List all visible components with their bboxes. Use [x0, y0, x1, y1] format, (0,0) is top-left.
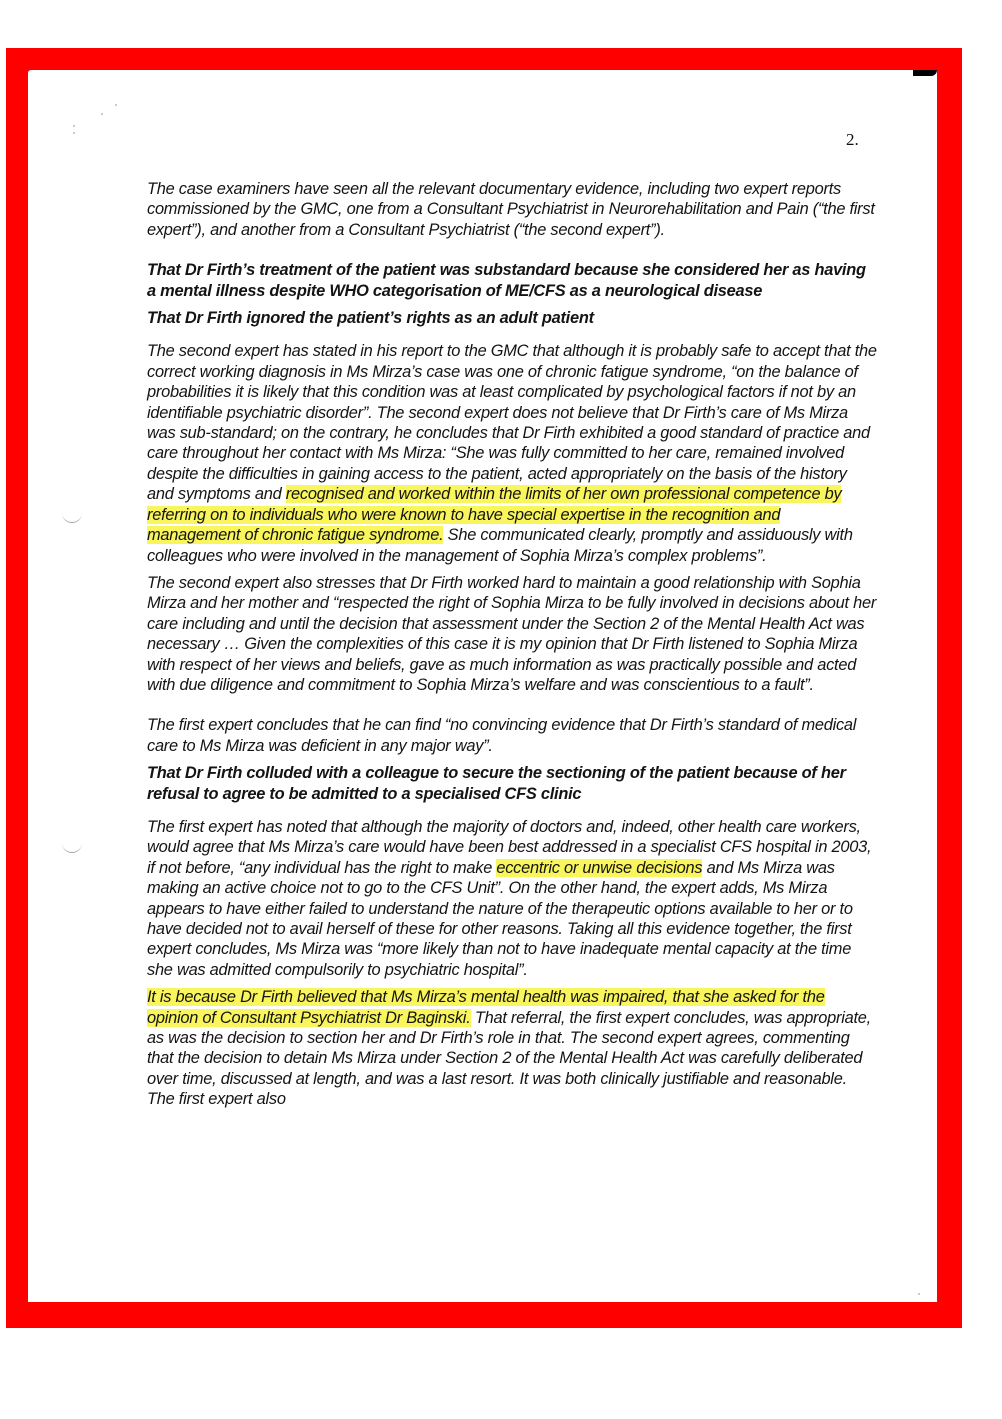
- first-expert-conclusion-paragraph: The first expert concludes that he can find “no convincing evidence that Dr Firth’s standard of medical care to Ms Mirza was deficient in any major way”.: [147, 716, 857, 755]
- paragraph-text: That referral, the first expert concludes, was appropriate, as was the decision to section her and Dr Firth’s role in that. The second expert agrees, commenting that the decision to detain Ms Mirza under Section 2 of the Mental Health Act was carefully deliberated over time, discussed at length, and was a last resort. It was both clinically justifiable and reasonable. The first expert also: [147, 1008, 871, 1109]
- allegation-heading-collusion: That Dr Firth colluded with a colleague to secure the sectioning of the patient because of her refusal to agree to be admitted to a specialised CFS clinic: [147, 764, 846, 803]
- second-expert-relationship-paragraph: The second expert also stresses that Dr Firth worked hard to maintain a good relationship with Sophia Mirza and her mother and “respected the right of Sophia Mirza to be fully involved in decisions about her care including and until the decision that assessment under the Section 2 of the Mental Health Act was necessary … Given the complexities of this case it is my opinion that Dr Firth listened to Sophia Mirza with respect of her views and beliefs, gave as much information as was practically possible and acted with due diligence and commitment to Sophia Mirza’s welfare and was conscientious to a fault”.: [147, 573, 877, 694]
- highlighted-text: It is because Dr Firth believed that Ms Mirza’s mental health was impaired, that she asked for the opinion of Consultant Psychiatrist Dr Baginski.: [147, 988, 825, 1027]
- allegation-heading-adult-rights: That Dr Firth ignored the patient’s rights as an adult patient: [147, 309, 594, 328]
- scan-speck: [73, 132, 75, 134]
- second-expert-paragraph: [147, 341, 877, 565]
- scan-speck: [101, 113, 103, 115]
- scan-speck: [115, 104, 117, 106]
- document-body: [147, 179, 877, 1110]
- paragraph-text: The first expert has noted that although the majority of doctors and, indeed, other health care workers, would agree that Ms Mirza’s care would have been best addressed in a specialist CFS hospital in 2003, if not before, “any individual has the right to make: [147, 817, 872, 877]
- scan-corner-mark: [913, 70, 937, 76]
- page-number: 2.: [846, 130, 859, 149]
- paragraph-text: She communicated clearly, promptly and assiduously with colleagues who were involved in the management of Sophia Mirza’s complex problems”.: [147, 526, 853, 565]
- referral-paragraph: [147, 987, 877, 1109]
- scan-speck: [918, 1293, 920, 1295]
- paragraph-text: and Ms Mirza was making an active choice not to go to the CFS Unit”. On the other hand, the expert adds, Ms Mirza appears to have either failed to understand the nature of the therapeutic options available to her or to have decided not to avail herself of these for other reasons. Taking all this evidence together, the first expert concludes, Ms Mirza was “more likely than not to have inadequate mental capacity at the time she was admitted compulsorily to psychiatric hospital”.: [147, 858, 853, 979]
- highlighted-text: recognised and worked within the limits of her own professional competence by referring on to individuals who were known to have special expertise in the recognition and management of chronic fatigue syndrome.: [147, 485, 842, 545]
- first-expert-capacity-paragraph: [147, 817, 877, 980]
- highlighted-text: eccentric or unwise decisions: [496, 858, 703, 877]
- scan-speck: [73, 125, 75, 127]
- intro-paragraph: The case examiners have seen all the relevant documentary evidence, including two expert reports commissioned by the GMC, one from a Consultant Psychiatrist in Neurorehabilitation and Pain (“the first expert”), and another from a Consultant Psychiatrist (“the second expert”).: [147, 180, 875, 239]
- paragraph-text: The second expert has stated in his report to the GMC that although it is probably safe to accept that the correct working diagnosis in Ms Mirza’s case was one of chronic fatigue syndrome, “on the balance of probabilities it is likely that this condition was at least complicated by psychological factors if not by an identifiable psychiatric disorder”. The second expert does not believe that Dr Firth’s care of Ms Mirza was sub-standard; on the contrary, he concludes that Dr Firth exhibited a good standard of practice and care throughout her contact with Ms Mirza: “She was fully committed to her care, remained involved despite the difficulties in gaining access to the patient, acted appropriately on the basis of the history and symptoms and: [147, 342, 877, 504]
- allegation-heading-mental-illness: That Dr Firth’s treatment of the patient was substandard because she considered her as having a mental illness despite WHO categorisation of ME/CFS as a neurological disease: [147, 261, 866, 300]
